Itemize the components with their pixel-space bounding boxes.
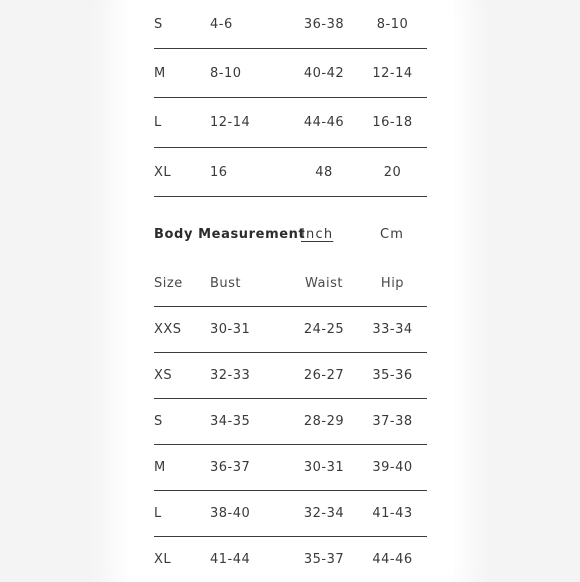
table-row — [154, 306, 427, 352]
waist-cell: 35-37 — [303, 551, 345, 567]
table-cell: 16 — [192, 147, 290, 197]
size-cell: XL — [154, 147, 192, 197]
bust-cell: 41-44 — [210, 551, 251, 567]
size-guide-content — [154, 0, 427, 580]
column-header-waist: Waist — [290, 261, 358, 306]
hip-cell: 35-36 — [358, 352, 427, 398]
hip-cell: 39-40 — [358, 444, 427, 490]
waist-cell: 24-25 — [290, 306, 358, 352]
hip-cell: 37-38 — [358, 398, 427, 444]
table-cell: 48 — [290, 147, 358, 197]
table-row — [154, 48, 427, 98]
table-row — [154, 490, 427, 536]
size-cell: XXS — [154, 306, 192, 352]
table-cell: 12-14 — [358, 48, 427, 98]
table-cell: 16-18 — [358, 98, 427, 148]
table-row — [154, 536, 427, 582]
unit-toggle-inch[interactable]: Inch — [301, 227, 334, 242]
table-cell: 40-42 — [290, 48, 358, 98]
table-row — [154, 444, 427, 490]
table-row — [154, 352, 427, 398]
size-cell: L — [154, 98, 192, 148]
size-cell: XS — [154, 352, 192, 398]
table-row — [154, 398, 427, 444]
table-row — [154, 0, 427, 48]
bust-cell: 32-33 — [192, 352, 290, 398]
size-cell: M — [154, 48, 192, 98]
table-row — [154, 147, 427, 197]
table-cell: 4-6 — [192, 0, 290, 48]
table-cell: 20 — [358, 147, 427, 197]
hip-cell: 33-34 — [358, 306, 427, 352]
column-header-bust: Bust — [192, 261, 290, 306]
size-cell: S — [154, 398, 192, 444]
table-cell: 36-38 — [290, 0, 358, 48]
size-cell: S — [154, 0, 192, 48]
table-cell: 8-10 — [192, 48, 290, 98]
bust-cell: 34-35 — [192, 398, 290, 444]
unit-toggle-cm[interactable]: Cm — [380, 227, 405, 242]
body-measurement-table — [154, 261, 427, 582]
body-measurement-header — [154, 220, 427, 250]
table-row — [154, 98, 427, 148]
waist-cell: 28-29 — [290, 398, 358, 444]
column-header-hip: Hip — [358, 261, 427, 306]
table-cell: 8-10 — [358, 0, 427, 48]
bust-cell: 38-40 — [192, 490, 290, 536]
size-conversion-table — [154, 0, 427, 197]
size-cell: M — [154, 444, 192, 490]
hip-cell: 44-46 — [372, 551, 413, 567]
waist-cell: 26-27 — [290, 352, 358, 398]
waist-cell: 30-31 — [290, 444, 358, 490]
size-cell: L — [154, 490, 192, 536]
table-header-row — [154, 261, 427, 306]
column-header-size: Size — [154, 261, 192, 306]
table-cell: 44-46 — [290, 98, 358, 148]
table-cell: 12-14 — [192, 98, 290, 148]
hip-cell: 41-43 — [358, 490, 427, 536]
bust-cell: 30-31 — [192, 306, 290, 352]
bust-cell: 36-37 — [192, 444, 290, 490]
size-cell: XL — [154, 551, 172, 567]
waist-cell: 32-34 — [290, 490, 358, 536]
section-title: Body Measurement — [154, 227, 306, 242]
